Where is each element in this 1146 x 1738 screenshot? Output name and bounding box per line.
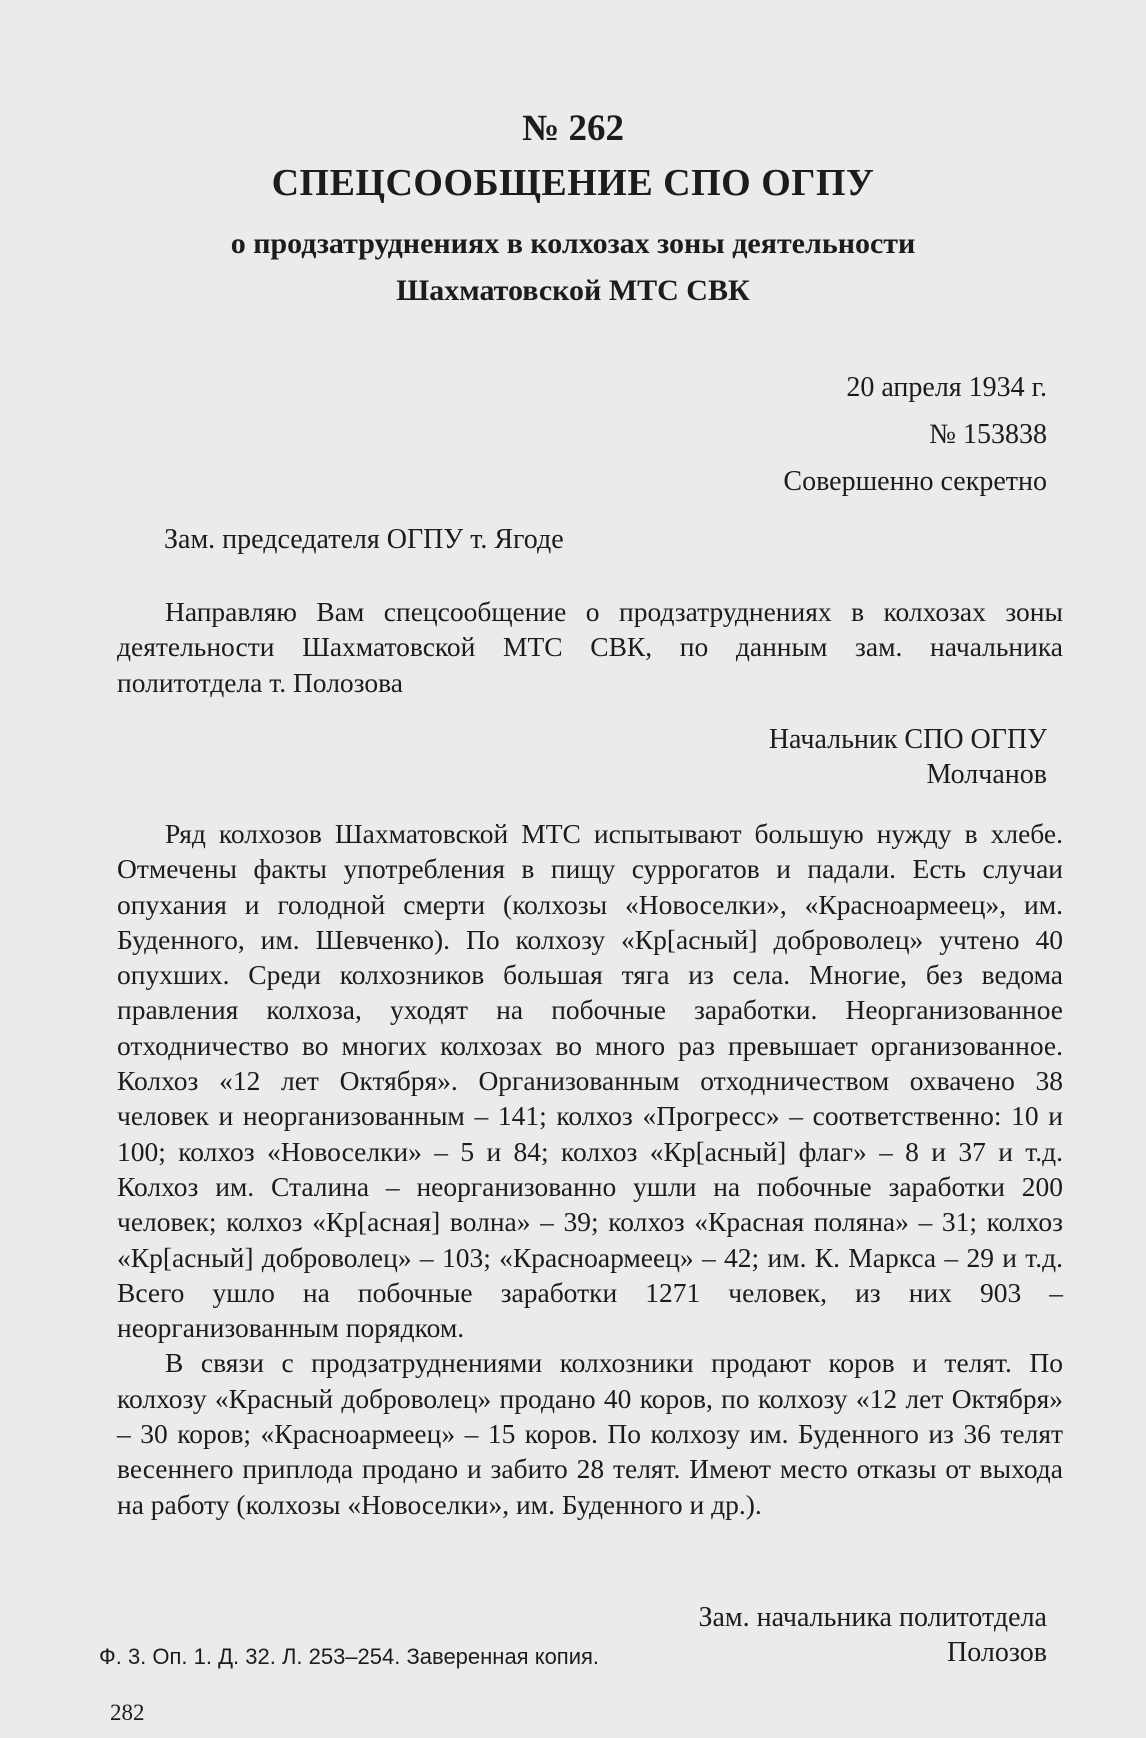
addressee: Зам. председателя ОГПУ т. Ягоде xyxy=(164,524,564,555)
classification-label: Совершенно секретно xyxy=(783,466,1047,497)
cover-signature xyxy=(769,722,1047,792)
registration-number: № 153838 xyxy=(929,419,1047,450)
report-paragraph-1: Ряд колхозов Шахматовской МТС испытывают большую нужду в хлебе. Отмечены факты употребления в пищу суррогатов и падали. Есть случаи опухания и голодной смерти (колхозы «Новоселки», «Красноармеец», им. Буденного, им. Шевченко). По колхозу «Кр[асный] доброволец» учтено 40 опухших. Среди колхозников большая тяга из села. Многие, без ведома правления колхоза, уходят на побочные заработки. Неорганизованное отходничество во многих колхозах во много раз превышает организованное. Колхоз «12 лет Октября». Организованным отходничеством охвачено 38 человек и неорганизованным – 141; колхоз «Прогресс» – соответственно: 10 и 100; колхоз «Новоселки» – 5 и 84; колхоз «Кр[асный] флаг» – 8 и 37 и т.д. Колхоз им. Сталина – неорганизованно ушли на побочные заработки 200 человек; колхоз «Кр[асная] волна» – 39; колхоз «Красная поляна» – 31; колхоз «Кр[асный] доброволец» – 103; «Красноармеец» – 42; им. К. Маркса – 29 и т.д. Всего ушло на побочные заработки 1271 человек, из них 903 – неорганизованным порядком. xyxy=(117,818,1063,1344)
cover-letter-text: Направляю Вам спецсообщение о продзатруднениях в колхозах зоны деятельности Шахматовской МТС СВК, по данным зам. начальника политотдела т. Полозова xyxy=(117,596,1063,698)
report-signature-name: Полозов xyxy=(947,1637,1047,1668)
document-number: № 262 xyxy=(522,108,624,149)
report-paragraph-2: В связи с продзатруднениями колхозники продают коров и телят. По колхозу «Красный доброволец» продано 40 коров, по колхозу «12 лет Октября» – 30 коров; «Красноармеец» – 15 коров. По колхозу им. Буденного из 36 телят весеннего приплода продано и забито 28 телят. Имеют место отказы от выхода на работу (колхозы «Новоселки», им. Буденного и др.). xyxy=(117,1347,1063,1520)
cover-signature-name: Молчанов xyxy=(926,759,1047,790)
page-number: 282 xyxy=(110,1700,145,1725)
cover-signature-position: Начальник СПО ОГПУ xyxy=(768,724,1047,755)
document-date: 20 апреля 1934 г. xyxy=(846,372,1047,403)
document-title: СПЕЦСООБЩЕНИЕ СПО ОГПУ xyxy=(271,162,875,204)
report-signature-position: Зам. начальника политотдела xyxy=(698,1602,1047,1633)
report-body xyxy=(117,816,1063,1522)
cover-letter xyxy=(117,594,1063,700)
document-subtitle xyxy=(0,220,1146,314)
report-signature xyxy=(698,1600,1047,1670)
subtitle-line-2: Шахматовской МТС СВК xyxy=(396,274,750,307)
subtitle-line-1: о продзатруднениях в колхозах зоны деятельности xyxy=(230,227,916,260)
archival-source: Ф. 3. Оп. 1. Д. 32. Л. 253–254. Заверенная копия. xyxy=(99,1644,600,1669)
